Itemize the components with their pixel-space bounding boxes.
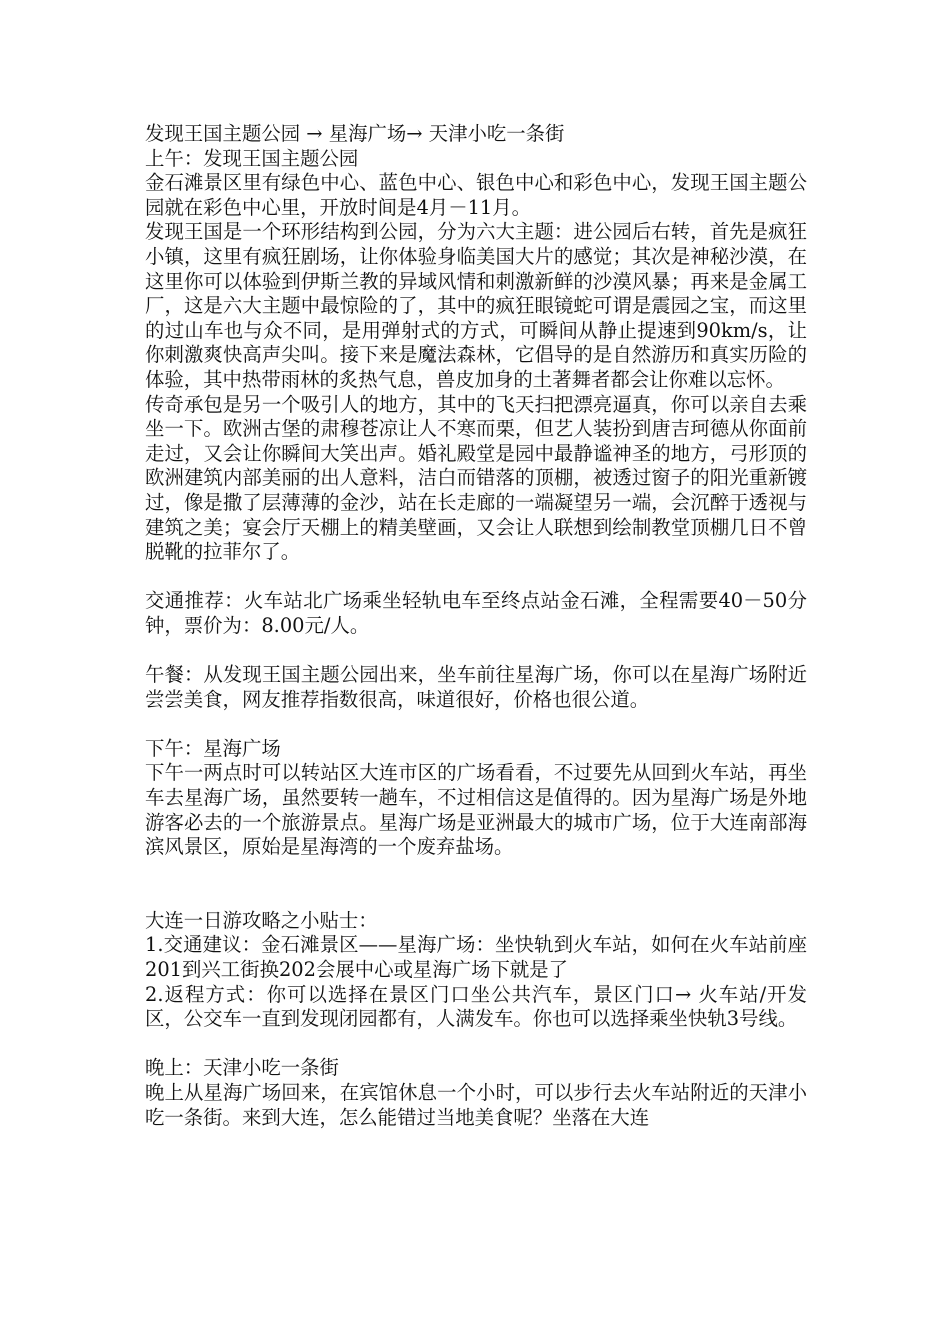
morning-paragraph-3: 传奇承包是另一个吸引人的地方，其中的飞天扫把漂亮逼真，你可以亲自去乘坐一下。欧洲古堡的肃穆苍凉让人不寒而栗，但艺人装扮到唐吉珂德从你面前走过，又会让你瞬间大笑出声。婚礼殿堂是园中最静谧神圣的地方，弓形顶的欧洲建筑内部美丽的出人意料，洁白而错落的顶棚，被透过窗子的阳光重新镀过，像是撒了层薄薄的金沙，站在长走廊的一端凝望另一端，会沉醉于透视与建筑之美；宴会厅天棚上的精美壁画，又会让人联想到绘制教堂顶棚几日不曾脱靴的拉菲尔了。: [145, 392, 807, 564]
evening-heading: 晚上：天津小吃一条街: [145, 1056, 339, 1080]
document-body: [145, 122, 807, 1130]
tip-1: 1.交通建议：金石滩景区——星海广场：坐快轨到火车站，如何在火车站前座201到兴工街换202会展中心或星海广场下就是了: [145, 933, 807, 981]
evening-paragraph: 晚上从星海广场回来，在宾馆休息一个小时，可以步行去火车站附近的天津小吃一条街。来到大连，怎么能错过当地美食呢？坐落在大连: [145, 1080, 807, 1129]
morning-paragraph-2: 发现王国是一个环形结构到公园，分为六大主题：进公园后右转，首先是疯狂小镇，这里有疯狂剧场，让你体验身临美国大片的感觉；其次是神秘沙漠，在这里你可以体验到伊斯兰教的异域风情和刺激新鲜的沙漠风暴；再来是金属工厂，这是六大主题中最惊险的了，其中的疯狂眼镜蛇可谓是震园之宝，而这里的过山车也与众不同，是用弹射式的方式，可瞬间从静止提速到90km/s，让你刺激爽快高声尖叫。接下来是魔法森林，它倡导的是自然游历和真实历险的体验，其中热带雨林的炙热气息，兽皮加身的土著舞者都会让你难以忘怀。: [145, 220, 807, 391]
afternoon-paragraph: 下午一两点时可以转站区大连市区的广场看看，不过要先从回到火车站，再坐车去星海广场，虽然要转一趟车，不过相信这是值得的。因为星海广场是外地游客必去的一个旅游景点。星海广场是亚洲最大的城市广场，位于大连南部海滨风景区，原始是星海湾的一个废弃盐场。: [145, 761, 807, 859]
paragraph-spacer: [145, 712, 807, 737]
transport-paragraph: 交通推荐：火车站北广场乘坐轻轨电车至终点站金石滩，全程需要40－50分钟，票价为：8.00元/人。: [145, 589, 807, 637]
tips-heading: 大连一日游攻略之小贴士：: [145, 908, 378, 932]
document-title: 发现王国主题公园 → 星海广场→ 天津小吃一条街: [145, 122, 565, 145]
paragraph-spacer: [145, 565, 807, 590]
afternoon-heading: 下午：星海广场: [145, 736, 281, 760]
paragraph-spacer: [145, 638, 807, 663]
tip-2: 2.返程方式：你可以选择在景区门口坐公共汽车，景区门口→ 火车站/开发区，公交车一直到发现闭园都有，人满发车。你也可以选择乘坐快轨3号线。: [145, 982, 807, 1031]
paragraph-spacer: [145, 1032, 807, 1057]
paragraph-spacer: [145, 860, 807, 909]
lunch-paragraph: 午餐：从发现王国主题公园出来，坐车前往星海广场，你可以在星海广场附近尝尝美食，网友推荐指数很高，味道很好，价格也很公道。: [145, 663, 807, 711]
morning-heading: 上午：发现王国主题公园: [145, 146, 359, 170]
morning-paragraph-1: 金石滩景区里有绿色中心、蓝色中心、银色中心和彩色中心，发现王国主题公园就在彩色中心里，开放时间是4月－11月。: [145, 171, 807, 219]
